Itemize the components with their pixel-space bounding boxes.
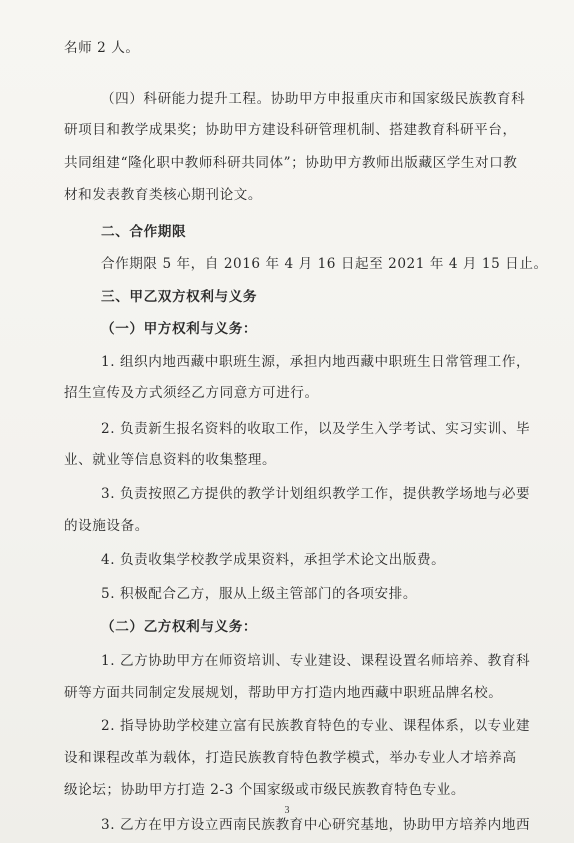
text-line: （四）科研能力提升工程。协助甲方申报重庆市和国家级民族教育科: [101, 91, 526, 107]
text-line: 4. 负责收集学校教学成果资料，承担学术论文出版费。: [101, 552, 446, 568]
text-line: 招生宣传及方式须经乙方同意方可进行。: [64, 385, 319, 401]
text-line: 的设施设备。: [64, 518, 149, 534]
text-line: 1. 乙方协助甲方在师资培训、专业建设、课程设置名师培养、教育科: [101, 653, 531, 669]
text-line: 研等方面共同制定发展规划，帮助甲方打造内地西藏中职班品牌名校。: [64, 685, 503, 701]
text-line: 2. 指导协助学校建立富有民族教育特色的专业、课程体系，以专业建: [101, 718, 531, 734]
text-line: 2. 负责新生报名资料的收取工作，以及学生入学考试、实习实训、毕: [101, 421, 531, 437]
text-line: 3. 乙方在甲方设立西南民族教育中心研究基地，协助甲方培养内地西: [101, 817, 531, 833]
text-line: 3. 负责按照乙方提供的教学计划组织教学工作，提供教学场地与必要: [101, 486, 531, 502]
text-line: 材和发表教育类核心期刊论文。: [64, 187, 263, 203]
text-line: 1. 组织内地西藏中职班生源，承担内地西藏中职班生日常管理工作，: [101, 354, 531, 370]
text-line: 名师 2 人。: [64, 40, 140, 56]
text-line: 合作期限 5 年，自 2016 年 4 月 16 日起至 2021 年 4 月 15 日止。: [101, 256, 548, 272]
text-line: 级论坛；协助甲方打造 2-3 个国家级或市级民族教育特色专业。: [64, 782, 466, 798]
section-heading: 三、甲乙双方权利与义务: [101, 289, 258, 305]
text-line: 5. 积极配合乙方，服从上级主管部门的各项安排。: [101, 586, 417, 602]
text-line: 设和课程改革为载体，打造民族教育特色教学模式，举办专业人才培养高: [64, 750, 517, 766]
text-line: 业、就业等信息资料的收集整理。: [64, 452, 277, 468]
section-heading: 二、合作期限: [101, 224, 187, 240]
subsection-heading: （二）乙方权利与义务：: [101, 619, 258, 635]
subsection-heading: （一）甲方权利与义务：: [101, 321, 258, 337]
text-line: 共同组建“隆化职中教师科研共同体”；协助甲方教师出版藏区学生对口教: [64, 155, 518, 171]
page-number: 3: [284, 805, 290, 816]
text-line: 研项目和教学成果奖；协助甲方建设科研管理机制、搭建教育科研平台，: [64, 122, 517, 138]
